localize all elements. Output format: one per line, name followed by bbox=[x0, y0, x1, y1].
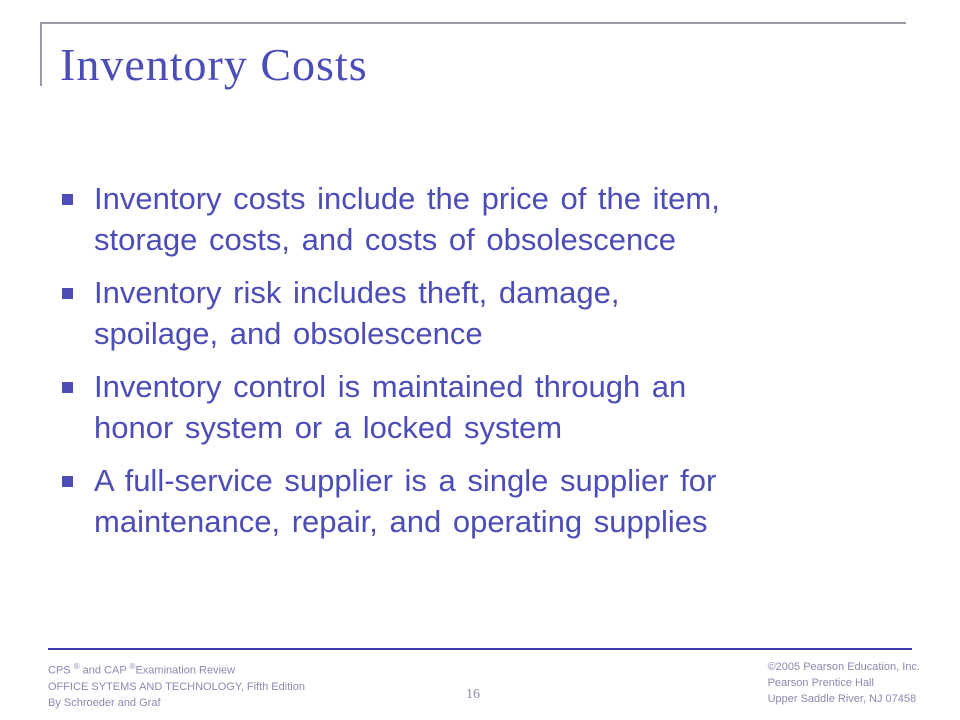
bullet-list bbox=[60, 178, 900, 554]
footer-cps-text: CPS bbox=[48, 664, 71, 677]
bullet-text-line: Inventory costs include the price of the item, bbox=[94, 181, 720, 216]
footer-right-line1: ©2005 Pearson Education, Inc. bbox=[767, 661, 920, 673]
bullet-text-line: maintenance, repair, and operating supplies bbox=[94, 504, 708, 539]
bullet-text-line: honor system or a locked system bbox=[94, 410, 563, 445]
bullet-item bbox=[60, 366, 900, 448]
registered-mark: ® bbox=[129, 662, 136, 671]
square-bullet-icon bbox=[62, 382, 73, 393]
square-bullet-icon bbox=[62, 194, 73, 205]
bullet-text-line: storage costs, and costs of obsolescence bbox=[94, 222, 676, 257]
square-bullet-icon bbox=[62, 476, 73, 487]
footer-right-line3: Upper Saddle River, NJ 07458 bbox=[767, 693, 917, 705]
bullet-text-line: Inventory control is maintained through an bbox=[94, 369, 687, 404]
slide-title: Inventory Costs bbox=[60, 39, 368, 90]
registered-mark: ® bbox=[73, 662, 80, 671]
bullet-text-line: spoilage, and obsolescence bbox=[94, 316, 483, 351]
footer-right-line2: Pearson Prentice Hall bbox=[767, 677, 874, 689]
page-number: 16 bbox=[466, 687, 480, 702]
title-frame-left-line bbox=[40, 22, 42, 86]
bullet-item bbox=[60, 460, 900, 542]
footer-publisher-info bbox=[768, 659, 920, 707]
bullet-text-line: Inventory risk includes theft, damage, bbox=[94, 275, 620, 310]
footer-divider bbox=[48, 648, 912, 650]
footer-left-line1 bbox=[48, 659, 305, 679]
footer-left-line3: By Schroeder and Graf bbox=[48, 696, 161, 709]
bullet-item bbox=[60, 272, 900, 354]
footer-cap-text: and CAP bbox=[79, 664, 130, 677]
footer-exam-text: Examination Review bbox=[135, 664, 236, 677]
bullet-item bbox=[60, 178, 900, 260]
footer-left-line2: OFFICE SYTEMS AND TECHNOLOGY, Fifth Edition bbox=[48, 680, 305, 693]
footer-course-info bbox=[48, 659, 305, 711]
bullet-text-line: A full-service supplier is a single supplier for bbox=[94, 463, 717, 498]
square-bullet-icon bbox=[62, 288, 73, 299]
title-frame-top-line bbox=[40, 22, 906, 24]
